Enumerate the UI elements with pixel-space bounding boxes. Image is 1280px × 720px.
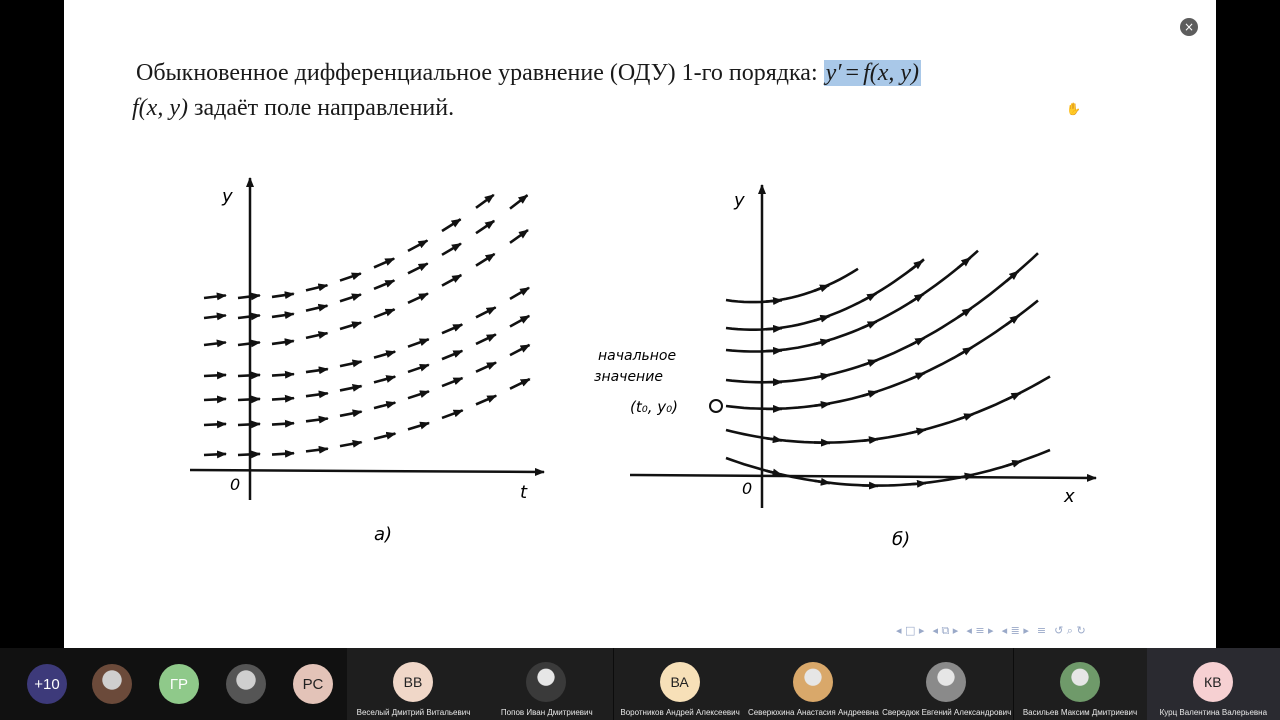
direction-arrow	[272, 423, 294, 424]
solution-curve	[726, 450, 1050, 486]
direction-arrow	[306, 285, 327, 290]
direction-arrow	[862, 392, 877, 396]
participant-name: Северюхина Анастасия Андреевна	[747, 708, 879, 717]
direction-arrow	[510, 316, 529, 327]
initial-value-annotation-line1: начальное	[598, 348, 677, 364]
direction-arrow	[958, 258, 970, 268]
direction-arrow	[238, 454, 260, 455]
direction-arrow	[272, 314, 294, 317]
presentation-slide	[64, 0, 1216, 648]
direction-arrow	[374, 377, 395, 383]
direction-arrow	[374, 403, 395, 409]
direction-arrow	[510, 345, 530, 355]
figure-b-direction-arrows	[766, 258, 1021, 486]
direction-arrow	[476, 221, 494, 233]
direction-arrow	[814, 404, 830, 406]
direction-arrow	[238, 315, 260, 318]
direction-arrow	[204, 315, 226, 318]
direction-arrow	[862, 360, 877, 365]
direction-arrow	[476, 363, 496, 372]
more-participants-button[interactable]: +10	[27, 664, 67, 704]
participant-avatar[interactable]: РС	[293, 664, 333, 704]
direction-arrow	[408, 365, 429, 372]
direction-arrow	[340, 323, 361, 329]
direction-arrow	[272, 453, 294, 454]
initial-value-annotation-line2: значение	[594, 369, 663, 385]
direction-arrow	[862, 439, 878, 441]
direction-arrow	[442, 275, 461, 286]
direction-arrow	[476, 334, 496, 344]
direction-arrow	[1006, 271, 1018, 281]
direction-arrow	[476, 195, 494, 208]
figure-a-caption: а)	[374, 524, 393, 545]
direction-arrow	[306, 449, 328, 452]
direction-arrow	[306, 306, 327, 311]
figure-b-caption: б)	[892, 529, 911, 550]
figure-a-x-axis	[190, 470, 544, 472]
initial-value-point	[710, 400, 722, 412]
direction-arrow	[204, 399, 226, 400]
direction-arrow	[910, 483, 926, 484]
direction-arrow	[238, 399, 260, 400]
participant-strip	[0, 648, 1280, 720]
direction-arrow	[442, 351, 462, 359]
direction-arrow	[204, 424, 226, 425]
participant-avatar[interactable]	[92, 664, 132, 704]
direction-arrow	[814, 481, 830, 483]
direction-arrow	[910, 294, 924, 302]
direction-arrow	[238, 375, 260, 376]
solution-curve	[726, 269, 858, 302]
direction-arrow	[766, 438, 782, 440]
participant-name: Попов Иван Дмитриевич	[500, 708, 593, 717]
direction-arrow	[476, 254, 495, 266]
direction-arrow	[510, 230, 528, 243]
participant-avatar: КВ	[1193, 662, 1233, 702]
direction-arrow	[862, 322, 877, 328]
figure-b-x-axis	[630, 475, 1096, 478]
direction-arrow	[910, 373, 925, 379]
slide-navigation-bar	[896, 624, 1086, 638]
direction-arrow	[340, 412, 362, 416]
figure-a-origin-label: 0	[230, 475, 241, 494]
participant-tile[interactable]	[880, 648, 1014, 720]
solution-curve	[726, 259, 924, 329]
participant-name: Воротников Андрей Алексеевич	[620, 708, 740, 717]
direction-arrow	[766, 328, 782, 329]
participant-name: Васильев Максим Дмитриевич	[1022, 708, 1138, 717]
direction-arrow	[374, 259, 394, 268]
figure-b-origin-label: 0	[742, 479, 753, 498]
direction-arrow	[272, 294, 294, 297]
direction-arrow	[204, 375, 226, 376]
participant-tile[interactable]	[347, 648, 481, 720]
nav-prev-section-icon[interactable]: ◂ ≡ ▸	[966, 624, 994, 637]
direction-arrow	[374, 309, 395, 317]
direction-arrow	[238, 295, 260, 298]
formula-lhs: y′	[825, 60, 842, 86]
participant-name: Курц Валентина Валерьевна	[1159, 708, 1268, 717]
direction-arrow	[340, 362, 362, 367]
direction-arrow	[766, 350, 782, 351]
participant-tile[interactable]	[614, 648, 748, 720]
direction-arrow	[306, 333, 327, 338]
initial-value-annotation-point: (t₀, y₀)	[630, 398, 679, 416]
formula-rhs: f(x, y)	[863, 60, 920, 86]
figure-b	[594, 185, 1096, 550]
direction-arrow	[510, 195, 527, 208]
participant-tile[interactable]	[480, 648, 614, 720]
direction-field-figures	[64, 0, 1216, 648]
line1-text: Обыкновенное дифференциальное уравнение (ОДУ) 1-го порядка:	[136, 60, 818, 86]
direction-arrow	[408, 264, 428, 274]
direction-arrow	[910, 430, 926, 433]
formula-fxy: f(x, y)	[132, 95, 188, 121]
direction-arrow	[306, 393, 328, 396]
nav-prev-slide-icon[interactable]: ◂ □ ▸	[896, 624, 925, 637]
direction-arrow	[374, 352, 395, 358]
direction-arrow	[958, 308, 971, 317]
direction-arrow	[272, 341, 294, 344]
participant-tile[interactable]	[1014, 648, 1148, 720]
direction-arrow	[862, 485, 878, 486]
formula-equals: =	[845, 60, 860, 86]
direction-arrow	[408, 391, 429, 398]
figure-a-y-label: y	[222, 186, 233, 207]
participant-avatar: ВВ	[393, 662, 433, 702]
figure-b-y-label: y	[734, 190, 745, 211]
solution-curve	[726, 301, 1038, 409]
direction-arrow	[204, 454, 226, 455]
direction-arrow	[374, 280, 394, 288]
nav-list-icon[interactable]: ≡	[1036, 624, 1047, 637]
participant-avatar	[526, 662, 566, 702]
direction-arrow	[1006, 461, 1021, 466]
direction-arrow	[408, 339, 429, 346]
direction-arrow	[408, 423, 429, 429]
direction-arrow	[340, 386, 362, 390]
figure-a-direction-arrows	[204, 195, 530, 455]
direction-arrow	[408, 294, 428, 303]
direction-arrow	[476, 307, 496, 317]
direction-arrow	[958, 414, 973, 419]
hand-cursor-icon: ✋	[1066, 102, 1081, 116]
direction-arrow	[442, 219, 461, 231]
participant-avatar	[1060, 662, 1100, 702]
figure-a	[190, 178, 544, 545]
direction-arrow	[442, 410, 463, 418]
nav-subsection-icon[interactable]: ◂ ≣ ▸	[1001, 624, 1029, 637]
direction-arrow	[272, 398, 294, 399]
participant-name: Веселый Дмитрий Витальевич	[356, 708, 471, 717]
direction-arrow	[510, 288, 529, 299]
direction-arrow	[238, 342, 260, 345]
nav-prev-frame-icon[interactable]: ◂ ⧉ ▸	[932, 624, 959, 637]
direction-arrow	[204, 342, 226, 345]
line2-text: задаёт поле направлений.	[193, 95, 455, 121]
direction-arrow	[476, 396, 496, 405]
direction-arrow	[340, 274, 361, 281]
direction-arrow	[814, 285, 829, 291]
direction-arrow	[862, 294, 876, 301]
participant-tile[interactable]	[1147, 648, 1280, 720]
direction-arrow	[306, 418, 328, 421]
direction-arrow	[340, 442, 362, 446]
direction-arrow	[814, 340, 830, 344]
direction-arrow	[306, 369, 328, 372]
direction-arrow	[272, 374, 294, 375]
participant-tile[interactable]	[747, 648, 881, 720]
participant-name: Свередюк Евгений Александрович	[882, 708, 1012, 717]
participant-avatar	[926, 662, 966, 702]
direction-arrow	[442, 325, 462, 334]
participant-avatar: ВА	[660, 662, 700, 702]
direction-arrow	[958, 348, 972, 356]
participant-avatar[interactable]: ГР	[159, 664, 199, 704]
direction-arrow	[1006, 316, 1019, 325]
participant-avatar[interactable]	[226, 664, 266, 704]
direction-arrow	[910, 338, 924, 345]
close-icon[interactable]: ×	[1180, 18, 1198, 36]
direction-arrow	[374, 434, 395, 439]
direction-arrow	[204, 295, 226, 298]
nav-search-icon[interactable]: ↺ ⌕ ↻	[1054, 624, 1086, 637]
figure-a-x-label: t	[520, 482, 528, 503]
direction-arrow	[910, 261, 923, 271]
direction-arrow	[510, 379, 530, 389]
direction-arrow	[442, 378, 462, 386]
direction-arrow	[442, 244, 461, 255]
direction-arrow	[1006, 393, 1020, 400]
figure-b-solution-curves	[726, 251, 1050, 486]
participant-avatar	[793, 662, 833, 702]
direction-arrow	[814, 316, 829, 321]
direction-arrow	[408, 240, 427, 250]
direction-arrow	[766, 300, 782, 301]
direction-arrow	[814, 375, 830, 378]
direction-arrow	[238, 424, 260, 425]
figure-b-x-label: x	[1064, 486, 1075, 507]
direction-arrow	[340, 295, 361, 302]
